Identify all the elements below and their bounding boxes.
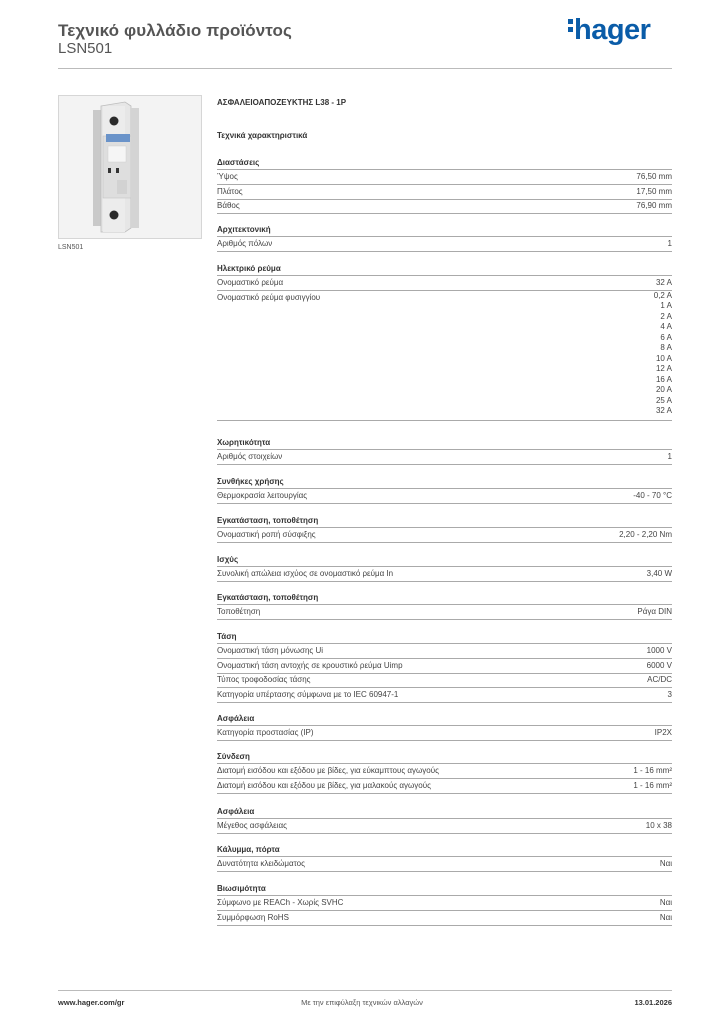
hager-logo — [568, 14, 650, 47]
spec-value: Ναι — [659, 912, 672, 922]
spec-value: 10 x 38 — [645, 821, 672, 830]
spec-value: 17,50 mm — [636, 186, 672, 196]
spec-value-item: 10 A — [655, 353, 672, 363]
spec-value: Ναι — [659, 898, 672, 907]
spec-row — [217, 857, 672, 872]
section-heading: Ασφάλεια — [217, 713, 672, 726]
section-heading: Αρχιτεκτονική — [217, 224, 672, 237]
document-title: Τεχνικό φυλλάδιο προϊόντος — [58, 21, 292, 40]
spec-row — [217, 819, 672, 834]
spec-label: Σύμφωνο με REACh - Χωρίς SVHC — [217, 898, 344, 907]
spec-value-item: 16 A — [655, 374, 672, 384]
logo-dots — [568, 16, 573, 35]
section-heading: Συνθήκες χρήσης — [217, 476, 672, 489]
spec-value-item: 25 A — [655, 395, 672, 405]
header-divider — [58, 68, 672, 69]
product-name: ΑΣΦΑΛΕΙΟΑΠΟΖΕΥΚΤΗΣ L38 - 1P — [217, 98, 347, 107]
spec-value: Ράγα DIN — [637, 607, 672, 616]
spec-value: -40 - 70 °C — [633, 491, 672, 500]
spec-label: Δυνατότητα κλειδώματος — [217, 859, 305, 868]
section-heading: Κάλυμμα, πόρτα — [217, 844, 672, 857]
spec-label: Ονομαστική ροπή σύσφιξης — [217, 530, 316, 539]
spec-value: 76,90 mm — [636, 201, 672, 210]
spec-row — [217, 605, 672, 620]
spec-value-item: 32 A — [655, 406, 672, 415]
spec-value-item: 2 A — [660, 311, 672, 321]
spec-value-item: 4 A — [660, 322, 672, 331]
spec-value-item: 20 A — [655, 385, 672, 394]
spec-label: Βάθος — [217, 201, 240, 210]
spec-label: Αριθμός στοιχείων — [217, 452, 283, 461]
spec-row — [217, 764, 672, 779]
spec-row — [217, 489, 672, 504]
spec-row — [217, 688, 672, 703]
spec-row — [217, 170, 672, 185]
spec-label: Συμμόρφωση RoHS — [217, 912, 289, 922]
spec-label: Θερμοκρασία λειτουργίας — [217, 491, 308, 500]
section-heading: Διαστάσεις — [217, 157, 672, 170]
spec-value: IP2X — [654, 728, 672, 737]
section-heading: Χωρητικότητα — [217, 437, 672, 450]
image-caption: LSN501 — [58, 244, 84, 251]
spec-row — [217, 237, 672, 252]
spec-row — [217, 185, 672, 200]
section-heading: Ισχύς — [217, 554, 672, 567]
product-image — [58, 95, 202, 239]
spec-value — [654, 291, 672, 417]
spec-value-item: 0,2 A — [653, 290, 672, 300]
spec-row — [217, 199, 672, 214]
spec-value-item: 12 A — [655, 364, 672, 373]
footer-divider — [58, 990, 672, 991]
spec-value-item: 8 A — [660, 343, 672, 352]
section-heading: Εγκατάσταση, τοποθέτηση — [217, 592, 672, 605]
spec-value-item: 6 A — [660, 332, 672, 342]
spec-row — [217, 779, 672, 794]
spec-label: Τοποθέτηση — [217, 607, 261, 616]
spec-row — [217, 659, 672, 674]
spec-row — [217, 276, 672, 291]
spec-value: 3 — [667, 689, 672, 699]
spec-label: Ονομαστική τάση αντοχής σε κρουστικό ρεύμα Uimp — [217, 660, 403, 670]
spec-label: Αριθμός πόλων — [217, 239, 273, 248]
product-code: LSN501 — [58, 40, 113, 57]
spec-label: Ονομαστικό ρεύμα φυσιγγίου — [217, 292, 321, 302]
spec-value: 1 — [667, 452, 672, 461]
spec-label: Μέγεθος ασφάλειας — [217, 821, 287, 830]
footer-date: 13.01.2026 — [634, 998, 672, 1007]
spec-label: Ονομαστική τάση μόνωσης Ui — [217, 646, 324, 655]
spec-label: Ύψος — [217, 172, 238, 181]
spec-row — [217, 644, 672, 659]
spec-row — [217, 291, 672, 421]
section-heading: Εγκατάσταση, τοποθέτηση — [217, 515, 672, 528]
spec-row — [217, 896, 672, 911]
spec-row — [217, 673, 672, 688]
spec-value: AC/DC — [647, 675, 672, 684]
spec-value: 1 — [667, 239, 672, 248]
spec-value: 1000 V — [646, 646, 672, 655]
spec-row — [217, 528, 672, 543]
footer-disclaimer: Με την επιφύλαξη τεχνικών αλλαγών — [301, 998, 423, 1007]
spec-value: 76,50 mm — [636, 172, 672, 181]
spec-value: 6000 V — [646, 660, 672, 670]
logo-text: hager — [574, 14, 651, 46]
spec-row — [217, 567, 672, 582]
section-heading: Σύνδεση — [217, 751, 672, 764]
spec-label: Κατηγορία υπέρτασης σύμφωνα με το IEC 60947-1 — [217, 689, 399, 699]
section-heading: Ηλεκτρικό ρεύμα — [217, 263, 672, 276]
spec-label: Ονομαστικό ρεύμα — [217, 278, 284, 287]
section-heading: Ασφάλεια — [217, 806, 672, 819]
spec-label: Πλάτος — [217, 186, 243, 196]
spec-label: Συνολική απώλεια ισχύος σε ονομαστικό ρεύμα In — [217, 569, 394, 578]
spec-label: Διατομή εισόδου και εξόδου με βίδες, για εύκαμπτους αγωγούς — [217, 766, 439, 775]
spec-value: 1 - 16 mm² — [633, 766, 672, 775]
spec-label: Κατηγορία προστασίας (IP) — [217, 728, 314, 737]
section-heading: Τάση — [217, 631, 672, 644]
spec-row — [217, 726, 672, 741]
spec-value: 3,40 W — [646, 569, 672, 578]
spec-value: 2,20 - 2,20 Nm — [619, 530, 672, 539]
spec-label: Διατομή εισόδου και εξόδου με βίδες, για μαλακούς αγωγούς — [217, 780, 431, 790]
section-heading: Βιωσιμότητα — [217, 883, 672, 896]
spec-value: 1 - 16 mm² — [633, 780, 672, 790]
spec-value: 32 A — [655, 278, 672, 287]
spec-row — [217, 911, 672, 926]
technical-characteristics-title: Τεχνικά χαρακτηριστικά — [217, 131, 308, 140]
spec-value-item: 1 A — [660, 301, 672, 310]
footer-website[interactable]: www.hager.com/gr — [58, 998, 125, 1007]
spec-value: Ναι — [659, 859, 672, 868]
spec-row — [217, 450, 672, 465]
spec-label: Τύπος τροφοδοσίας τάσης — [217, 675, 311, 684]
